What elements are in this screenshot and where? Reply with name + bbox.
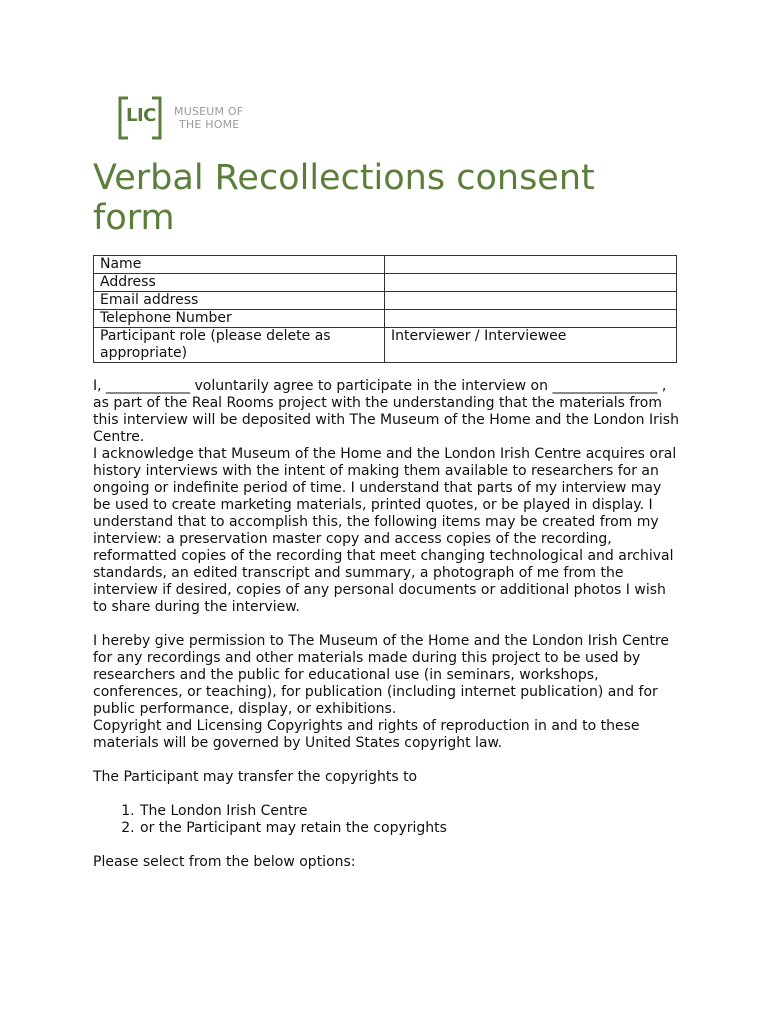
logo-line-2: THE HOME (179, 118, 240, 131)
row-value-address[interactable] (385, 274, 677, 292)
row-value-email[interactable] (385, 292, 677, 310)
paragraph-select: Please select from the below options: (93, 854, 356, 870)
page-title: Verbal Recollections consent form (93, 158, 595, 238)
table-row (94, 274, 677, 292)
table-row (94, 292, 677, 310)
row-value-telephone[interactable] (385, 310, 677, 328)
table-row (94, 310, 677, 328)
logo-line-1: MUSEUM OF (174, 105, 244, 118)
list-item: 1. The London Irish Centre (139, 803, 683, 820)
list-item: 2. or the Participant may retain the copyrights (139, 820, 683, 837)
paragraph-copyright: Copyright and Licensing Copyrights and rights of reproduction in and to these materials will be governed by United States copyright law. (93, 718, 640, 751)
logo-mark: LIC (126, 105, 156, 126)
paragraph-agreement: I, ____________ voluntarily agree to participate in the interview on _______________ , as part of the Real Rooms project with the understanding that the materials from this interview will be deposited with The Museum of the Home and the London Irish Centre. (93, 378, 679, 445)
row-value-name[interactable] (385, 256, 677, 274)
table-row (94, 328, 677, 363)
paragraph-permission: I hereby give permission to The Museum of the Home and the London Irish Centre for any recordings and other materials made during this project to be used by researchers and the public for educational use (in seminars, workshops, conferences, or teaching), for publication (including internet publication) and for public performance, display, or exhibitions. (93, 633, 669, 717)
paragraph-transfer: The Participant may transfer the copyrights to (93, 769, 418, 785)
row-label-role: Participant role (please delete as appropriate) (94, 328, 385, 363)
consent-body (93, 378, 683, 871)
participant-info-table (93, 255, 677, 363)
row-label-telephone: Telephone Number (94, 310, 385, 328)
row-label-name: Name (94, 256, 385, 274)
table-row (94, 256, 677, 274)
copyright-options-list (93, 803, 683, 837)
paragraph-acknowledgement: I acknowledge that Museum of the Home and the London Irish Centre acquires oral history interviews with the intent of making them available to researchers for an ongoing or indefinite period of time. I understand that parts of my interview may be used to create marketing materials, printed quotes, or be played in display. I understand that to accomplish this, the following items may be created from my interview: a preservation master copy and access copies of the recording, reformatted copies of the recording that meet changing technological and archival standards, an edited transcript and summary, a photograph of me from the interview if desired, copies of any personal documents or additional photos I wish to share during the interview. (93, 446, 677, 615)
row-label-address: Address (94, 274, 385, 292)
museum-logo (118, 96, 258, 142)
row-label-email: Email address (94, 292, 385, 310)
row-value-role[interactable]: Interviewer / Interviewee (385, 328, 677, 363)
